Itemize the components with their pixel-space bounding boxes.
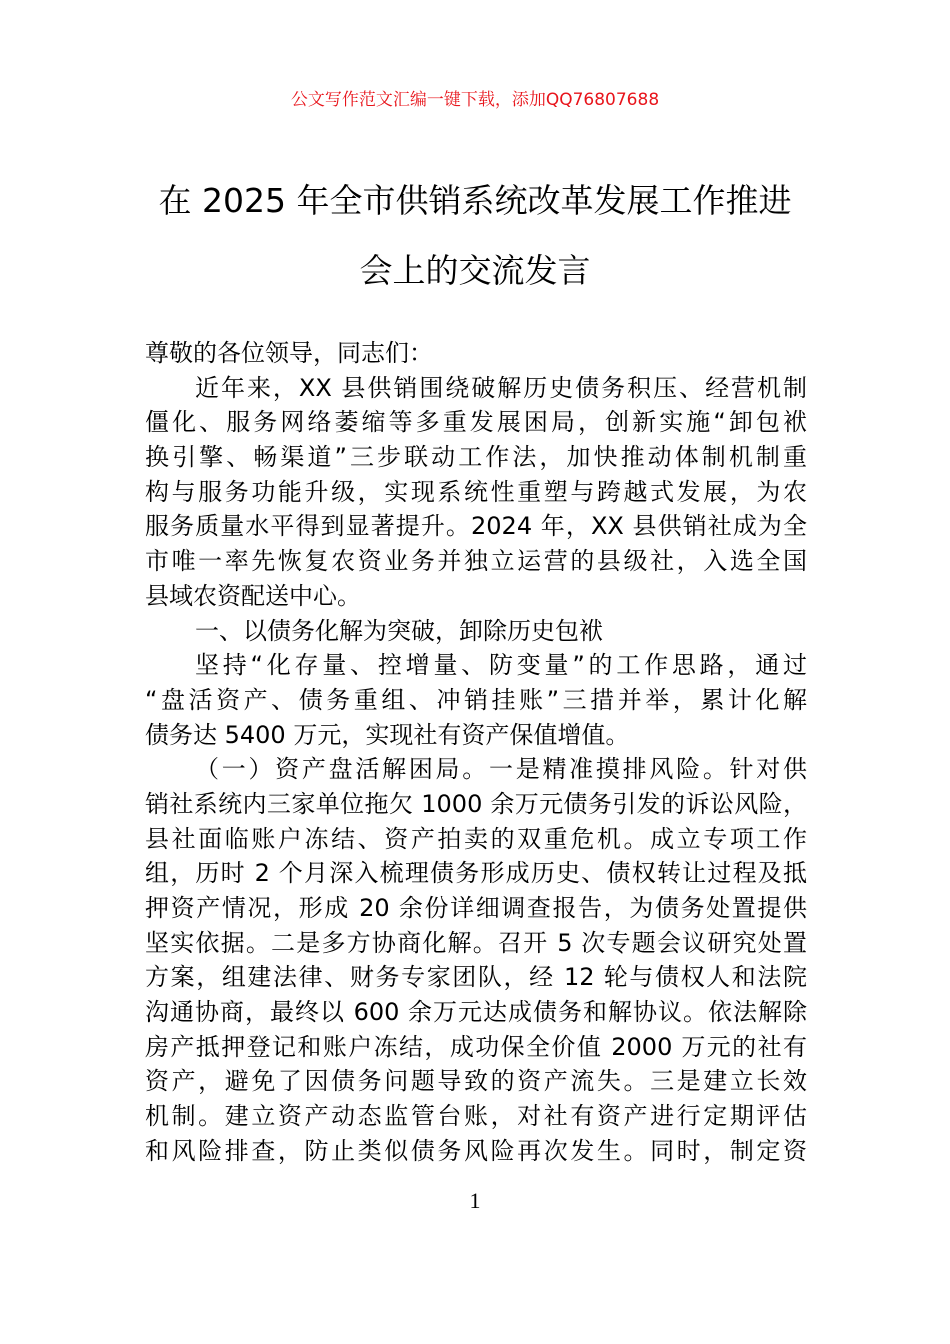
text-line: 僵化、服务网络萎缩等多重发展困局，创新实施“卸包袱	[145, 408, 807, 437]
text-line: 债务达 5400 万元，实现社有资产保值增值。	[145, 720, 630, 749]
page-number: 1	[469, 1188, 481, 1213]
text-line: 押资产情况，形成 20 余份详细调查报告，为债务处置提供	[145, 894, 807, 922]
text-line: 换引擎、畅渠道”三步联动工作法，加快推动体制机制重	[145, 443, 807, 472]
text-line: 县社面临账户冻结、资产拍卖的双重危机。成立专项工作	[145, 824, 807, 853]
text-line: 房产抵押登记和账户冻结，成功保全价值 2000 万元的社有	[145, 1032, 807, 1061]
text-line: 组，历时 2 个月深入梳理债务形成历史、债权转让过程及抵	[145, 859, 807, 888]
text-line: 一、以债务化解为突破，卸除历史包袱	[195, 616, 603, 645]
text-line: “盘活资产、债务重组、冲销挂账”三措并举，累计化解	[145, 685, 807, 714]
text-line: 近年来，XX 县供销围绕破解历史债务积压、经营机制	[195, 373, 807, 402]
text-line: 尊敬的各位领导，同志们：	[145, 339, 433, 367]
text-line: 坚实依据。二是多方协商化解。召开 5 次专题会议研究处置	[145, 928, 807, 957]
text-line: 机制。建立资产动态监管台账，对社有资产进行定期评估	[145, 1102, 807, 1131]
text-line: 和风险排查，防止类似债务风险再次发生。同时，制定资	[145, 1136, 807, 1165]
document-body	[145, 336, 807, 1169]
text-line: 沟通协商，最终以 600 余万元达成债务和解协议。依法解除	[145, 998, 807, 1027]
text-line: 销社系统内三家单位拖欠 1000 余万元债务引发的诉讼风险，	[145, 789, 807, 818]
document-title-line-1: 在 2025 年全市供销系统改革发展工作推进	[158, 181, 792, 220]
text-line: 资产，避免了因债务问题导致的资产流失。三是建立长效	[145, 1067, 807, 1096]
text-line: 方案，组建法律、财务专家团队，经 12 轮与债权人和法院	[145, 963, 807, 992]
text-line: 市唯一率先恢复农资业务并独立运营的县级社，入选全国	[145, 547, 807, 576]
text-line: 服务质量水平得到显著提升。2024 年，XX 县供销社成为全	[145, 512, 807, 541]
text-line: 坚持“化存量、控增量、防变量”的工作思路，通过	[195, 651, 807, 680]
document-title-line-2: 会上的交流发言	[359, 251, 591, 290]
download-banner-link[interactable]: 公文写作范文汇编一键下载，添加QQ76807688	[290, 90, 660, 110]
text-line: 县域农资配送中心。	[145, 581, 361, 610]
text-line: 构与服务功能升级，实现系统性重塑与跨越式发展，为农	[145, 477, 807, 506]
text-line: （一）资产盘活解困局。一是精准摸排风险。针对供	[195, 755, 807, 784]
